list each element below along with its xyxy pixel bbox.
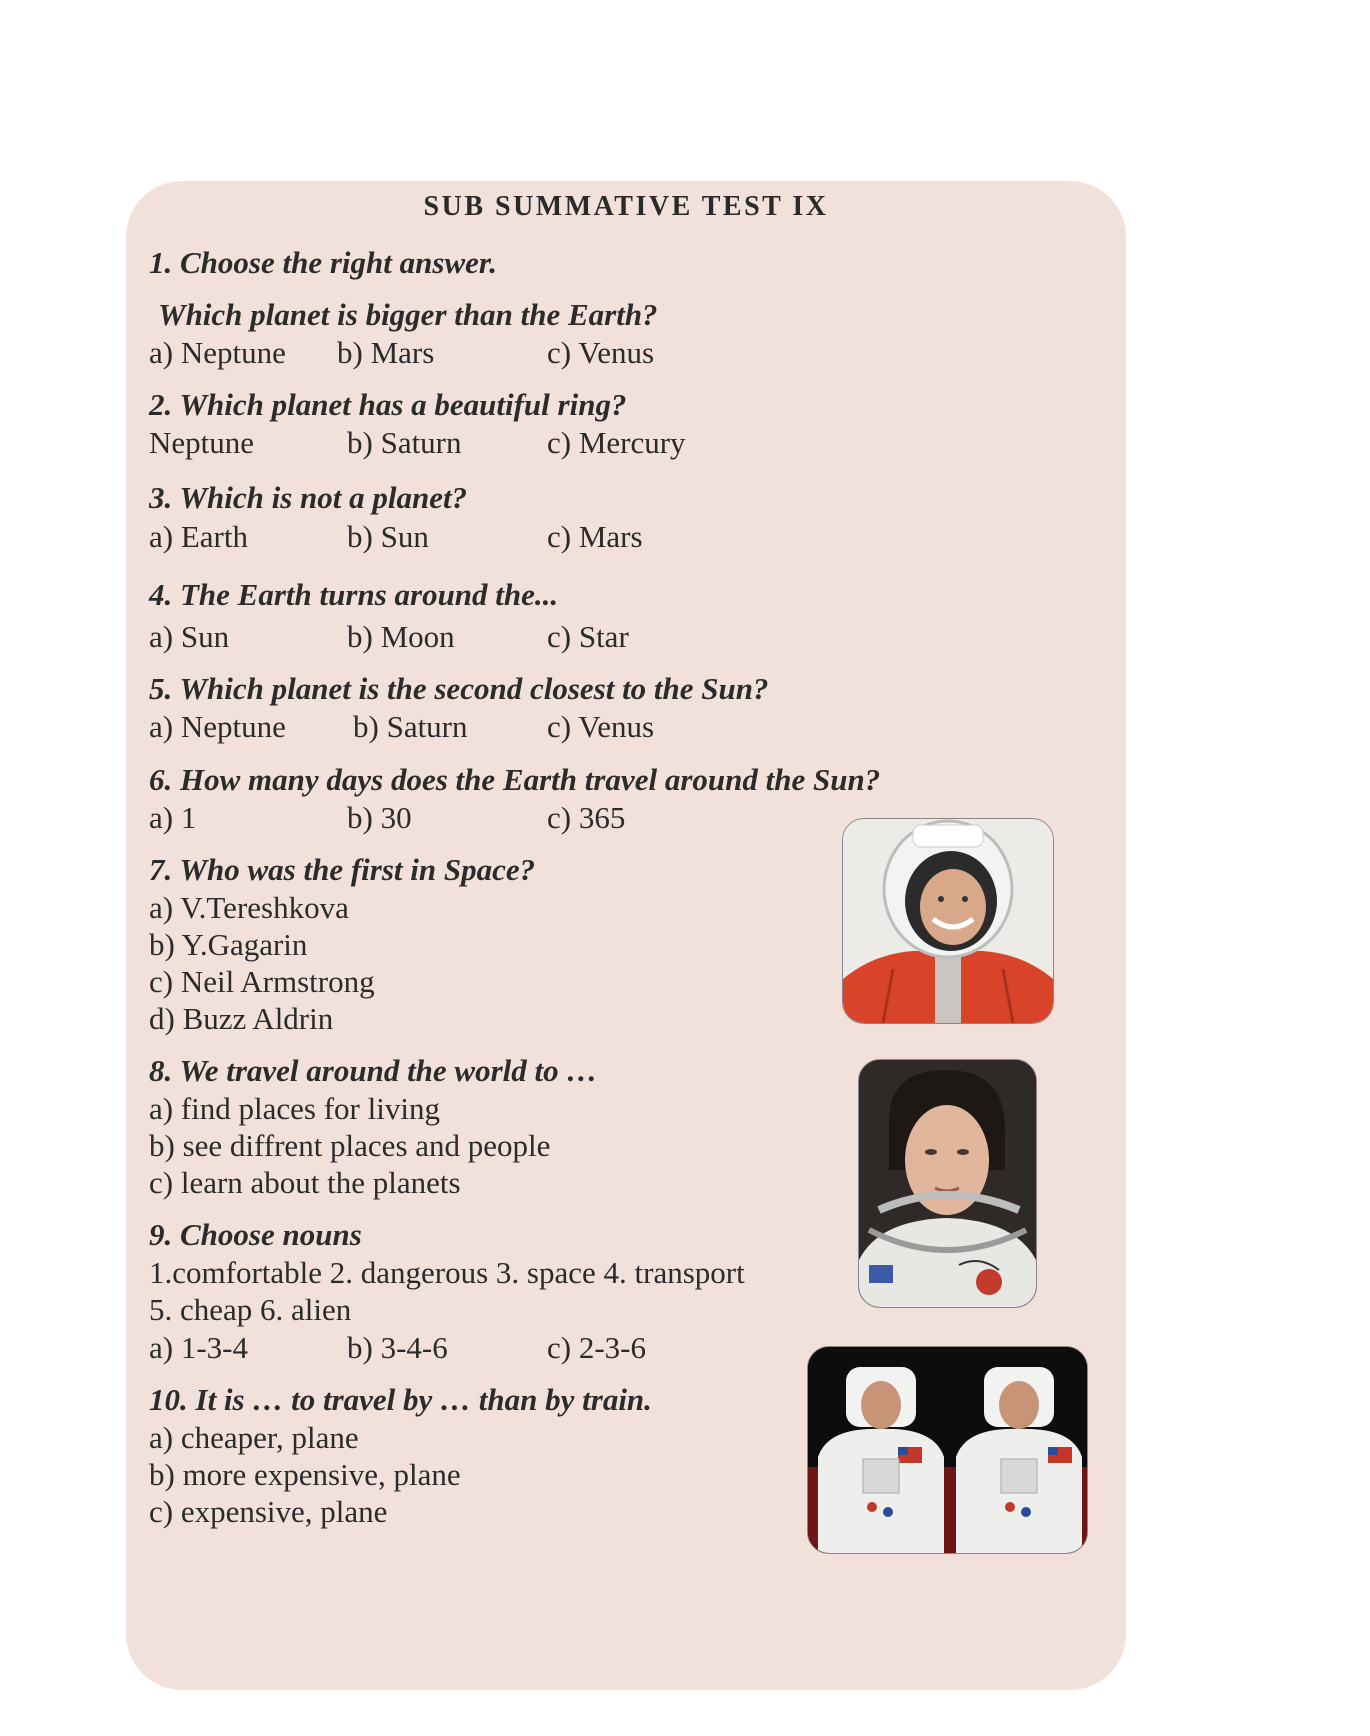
q10-option-b: b) more expensive, plane bbox=[149, 1457, 461, 1492]
q4-option-a: a) Sun bbox=[149, 619, 230, 654]
q6-option-b: b) 30 bbox=[347, 800, 412, 835]
q10-option-a: a) cheaper, plane bbox=[149, 1420, 359, 1455]
q5-text: 5. Which planet is the second closest to the Sun? bbox=[149, 671, 769, 706]
q4-text: 4. The Earth turns around the... bbox=[149, 577, 559, 612]
cosmonaut-red-suit-photo bbox=[842, 818, 1054, 1024]
test-card bbox=[126, 181, 1126, 1690]
cosmonaut-red-suit-illustration bbox=[843, 819, 1053, 1023]
q2-text: 2. Which planet has a beautiful ring? bbox=[149, 387, 627, 422]
q10-option-c: c) expensive, plane bbox=[149, 1494, 388, 1529]
q3-option-b: b) Sun bbox=[347, 519, 429, 554]
q1-option-a: a) Neptune bbox=[149, 335, 286, 370]
q2-option-c: c) Mercury bbox=[547, 425, 686, 460]
q9-nouns-line2: 5. cheap 6. alien bbox=[149, 1292, 352, 1327]
cosmonaut-white-suit-illustration bbox=[859, 1060, 1036, 1307]
q4-option-b: b) Moon bbox=[347, 619, 455, 654]
q7-option-b: b) Y.Gagarin bbox=[149, 927, 308, 962]
q7-option-c: c) Neil Armstrong bbox=[149, 964, 375, 999]
test-title: SUB SUMMATIVE TEST IX bbox=[423, 191, 829, 222]
q9-text: 9. Choose nouns bbox=[149, 1217, 362, 1252]
q1-option-b: b) Mars bbox=[337, 335, 435, 370]
q9-option-b: b) 3-4-6 bbox=[347, 1330, 448, 1365]
q7-text: 7. Who was the first in Space? bbox=[149, 852, 536, 887]
q8-option-b: b) see diffrent places and people bbox=[149, 1128, 551, 1163]
q3-text: 3. Which is not a planet? bbox=[149, 480, 468, 515]
q6-option-c: c) 365 bbox=[547, 800, 626, 835]
q1-text: Which planet is bigger than the Earth? bbox=[158, 297, 658, 332]
q6-option-a: a) 1 bbox=[149, 800, 197, 835]
q4-option-c: c) Star bbox=[547, 619, 629, 654]
q2-option-a: Neptune bbox=[149, 425, 255, 460]
q9-option-a: a) 1-3-4 bbox=[149, 1330, 248, 1365]
q2-option-b: b) Saturn bbox=[347, 425, 462, 460]
two-astronauts-illustration bbox=[808, 1347, 1087, 1553]
q10-text: 10. It is … to travel by … than by train. bbox=[149, 1382, 652, 1417]
q1-option-c: c) Venus bbox=[547, 335, 655, 370]
q8-option-a: a) find places for living bbox=[149, 1091, 440, 1126]
q5-option-a: a) Neptune bbox=[149, 709, 286, 744]
q8-option-c: c) learn about the planets bbox=[149, 1165, 461, 1200]
two-astronauts-photo bbox=[807, 1346, 1088, 1554]
q3-option-c: c) Mars bbox=[547, 519, 643, 554]
q5-option-b: b) Saturn bbox=[353, 709, 468, 744]
q1-heading: 1. Choose the right answer. bbox=[149, 245, 497, 280]
q5-option-c: c) Venus bbox=[547, 709, 655, 744]
q8-text: 8. We travel around the world to … bbox=[149, 1053, 598, 1088]
q7-option-d: d) Buzz Aldrin bbox=[149, 1001, 334, 1036]
q9-nouns-line1: 1.comfortable 2. dangerous 3. space 4. transport bbox=[149, 1255, 745, 1290]
q9-option-c: c) 2-3-6 bbox=[547, 1330, 646, 1365]
q6-text: 6. How many days does the Earth travel around the Sun? bbox=[149, 762, 881, 797]
cosmonaut-white-suit-photo bbox=[858, 1059, 1037, 1308]
q3-option-a: a) Earth bbox=[149, 519, 248, 554]
q7-option-a: a) V.Tereshkova bbox=[149, 890, 349, 925]
